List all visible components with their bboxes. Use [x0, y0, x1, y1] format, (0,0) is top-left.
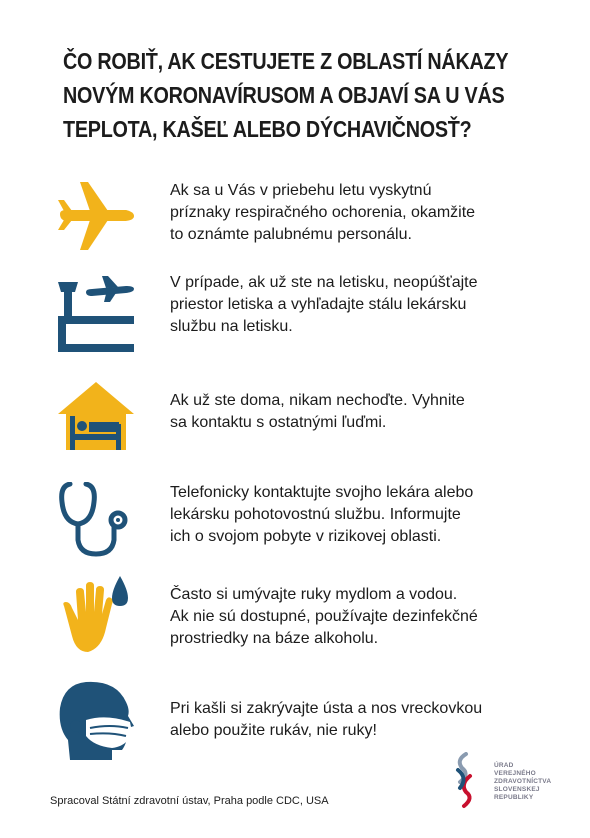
logo-line: REPUBLIKY [494, 794, 534, 801]
advice-line: sa kontaktu s ostatnými ľuďmi. [170, 414, 387, 431]
house-bed-icon [56, 380, 136, 460]
advice-text [170, 272, 570, 338]
logo-line: ZDRAVOTNÍCTVA [494, 778, 552, 785]
advice-line: V prípade, ak už ste na letisku, neopúšťajte [170, 274, 478, 291]
title-line-1: ČO ROBIŤ, AK CESTUJETE Z OBLASTÍ NÁKAZY [63, 48, 509, 74]
stethoscope-icon [56, 482, 136, 562]
advice-line: ich o svojom pobyte v rizikovej oblasti. [170, 528, 442, 545]
advice-line: Pri kašli si zakrývajte ústa a nos vreckovkou [170, 700, 483, 717]
advice-line: priestor letiska a vyhľadajte stálu lekársku [170, 296, 467, 313]
advice-line: Často si umývajte ruky mydlom a vodou. [170, 586, 458, 603]
airport-tower-icon [56, 272, 136, 352]
logo-line: SLOVENSKEJ [494, 786, 540, 793]
logo-text [494, 762, 551, 802]
advice-line: Ak už ste doma, nikam nechoďte. Vyhnite [170, 392, 465, 409]
advice-line: Ak sa u Vás v priebehu letu vyskytnú [170, 182, 432, 199]
advice-text [170, 698, 570, 742]
page-title [63, 44, 509, 146]
logo-line: VEREJNÉHO [494, 770, 536, 777]
advice-line: službu na letisku. [170, 318, 293, 335]
advice-line: to oznámte palubnému personálu. [170, 226, 412, 243]
logo-line: ÚRAD [494, 762, 514, 769]
footer-credit: Spracoval Státní zdravotní ústav, Praha podle CDC, USA [50, 795, 329, 807]
advice-line: lekársku pohotovostnú službu. Informujte [170, 506, 461, 523]
advice-line: Telefonicky kontaktujte svojho lekára alebo [170, 484, 474, 501]
advice-text [170, 482, 570, 548]
advice-text [170, 584, 570, 650]
advice-text [170, 180, 570, 246]
title-line-3: TEPLOTA, KAŠEĽ ALEBO DÝCHAVIČNOSŤ? [63, 116, 472, 142]
title-line-2: NOVÝM KORONAVÍRUSOM A OBJAVÍ SA U VÁS [63, 82, 505, 108]
hand-water-drop-icon [56, 576, 136, 656]
advice-line: Ak nie sú dostupné, používajte dezinfekčné [170, 608, 478, 625]
face-mask-icon [56, 680, 136, 760]
advice-text [170, 390, 570, 434]
advice-line: prostriedky na báze alkoholu. [170, 630, 379, 647]
airplane-icon [56, 180, 136, 260]
advice-line: alebo použite rukáv, nie ruky! [170, 722, 377, 739]
advice-line: príznaky respiračného ochorenia, okamžite [170, 204, 476, 221]
